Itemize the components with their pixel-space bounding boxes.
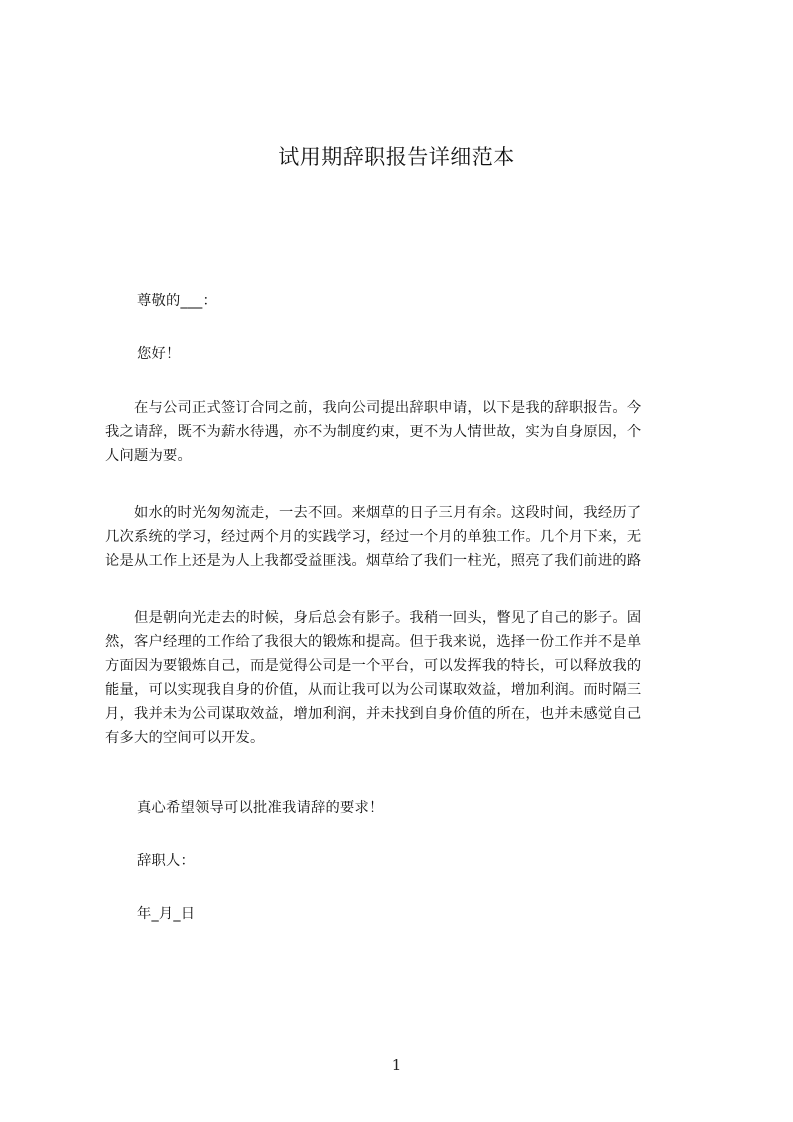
- paragraph-line: 在与公司正式签订合同之前，我向公司提出辞职申请，以下是我的辞职报告。今: [105, 400, 642, 416]
- paragraph-line: 月，我并未为公司谋取效益，增加利润，并未找到自身价值的所在，也并未感觉自己: [105, 706, 642, 722]
- date-line: 年_月_日: [137, 906, 196, 922]
- salutation: 尊敬的___：: [137, 293, 218, 309]
- paragraph-line: 有多大的空间可以开发。: [105, 730, 265, 746]
- paragraph-line: 我之请辞，既不为薪水待遇，亦不为制度约束，更不为人情世故，实为自身原因，个: [105, 424, 642, 440]
- greeting: 您好！: [137, 346, 181, 362]
- paragraph-line: 论是从工作上还是为人上我都受益匪浅。烟草给了我们一柱光，照亮了我们前进的路: [105, 553, 642, 569]
- document-title: 试用期辞职报告详细范本: [278, 145, 515, 169]
- paragraph-line: 几次系统的学习，经过两个月的实践学习，经过一个月的单独工作。几个月下来，无: [105, 529, 642, 545]
- paragraph-line: 然，客户经理的工作给了我很大的锻炼和提高。但于我来说，选择一份工作并不是单: [105, 634, 642, 650]
- signature-label: 辞职人：: [137, 853, 195, 869]
- paragraph-line: 但是朝向光走去的时候，身后总会有影子。我稍一回头，瞥见了自己的影子。固: [105, 610, 642, 626]
- paragraph-3: [105, 606, 705, 750]
- paragraph-1: [105, 396, 705, 468]
- paragraph-line: 人问题为要。: [105, 448, 192, 464]
- paragraph-line: 方面因为要锻炼自己，而是觉得公司是一个平台，可以发挥我的特长，可以释放我的: [105, 658, 642, 674]
- paragraph-line: 能量，可以实现我自身的价值，从而让我可以为公司谋取效益，增加利润。而时隔三: [105, 682, 642, 698]
- page-number: 1: [391, 1056, 402, 1074]
- paragraph-line: 如水的时光匆匆流走，一去不回。来烟草的日子三月有余。这段时间，我经历了: [105, 505, 642, 521]
- paragraph-2: [105, 501, 705, 573]
- closing-line: 真心希望领导可以批准我请辞的要求！: [137, 800, 384, 816]
